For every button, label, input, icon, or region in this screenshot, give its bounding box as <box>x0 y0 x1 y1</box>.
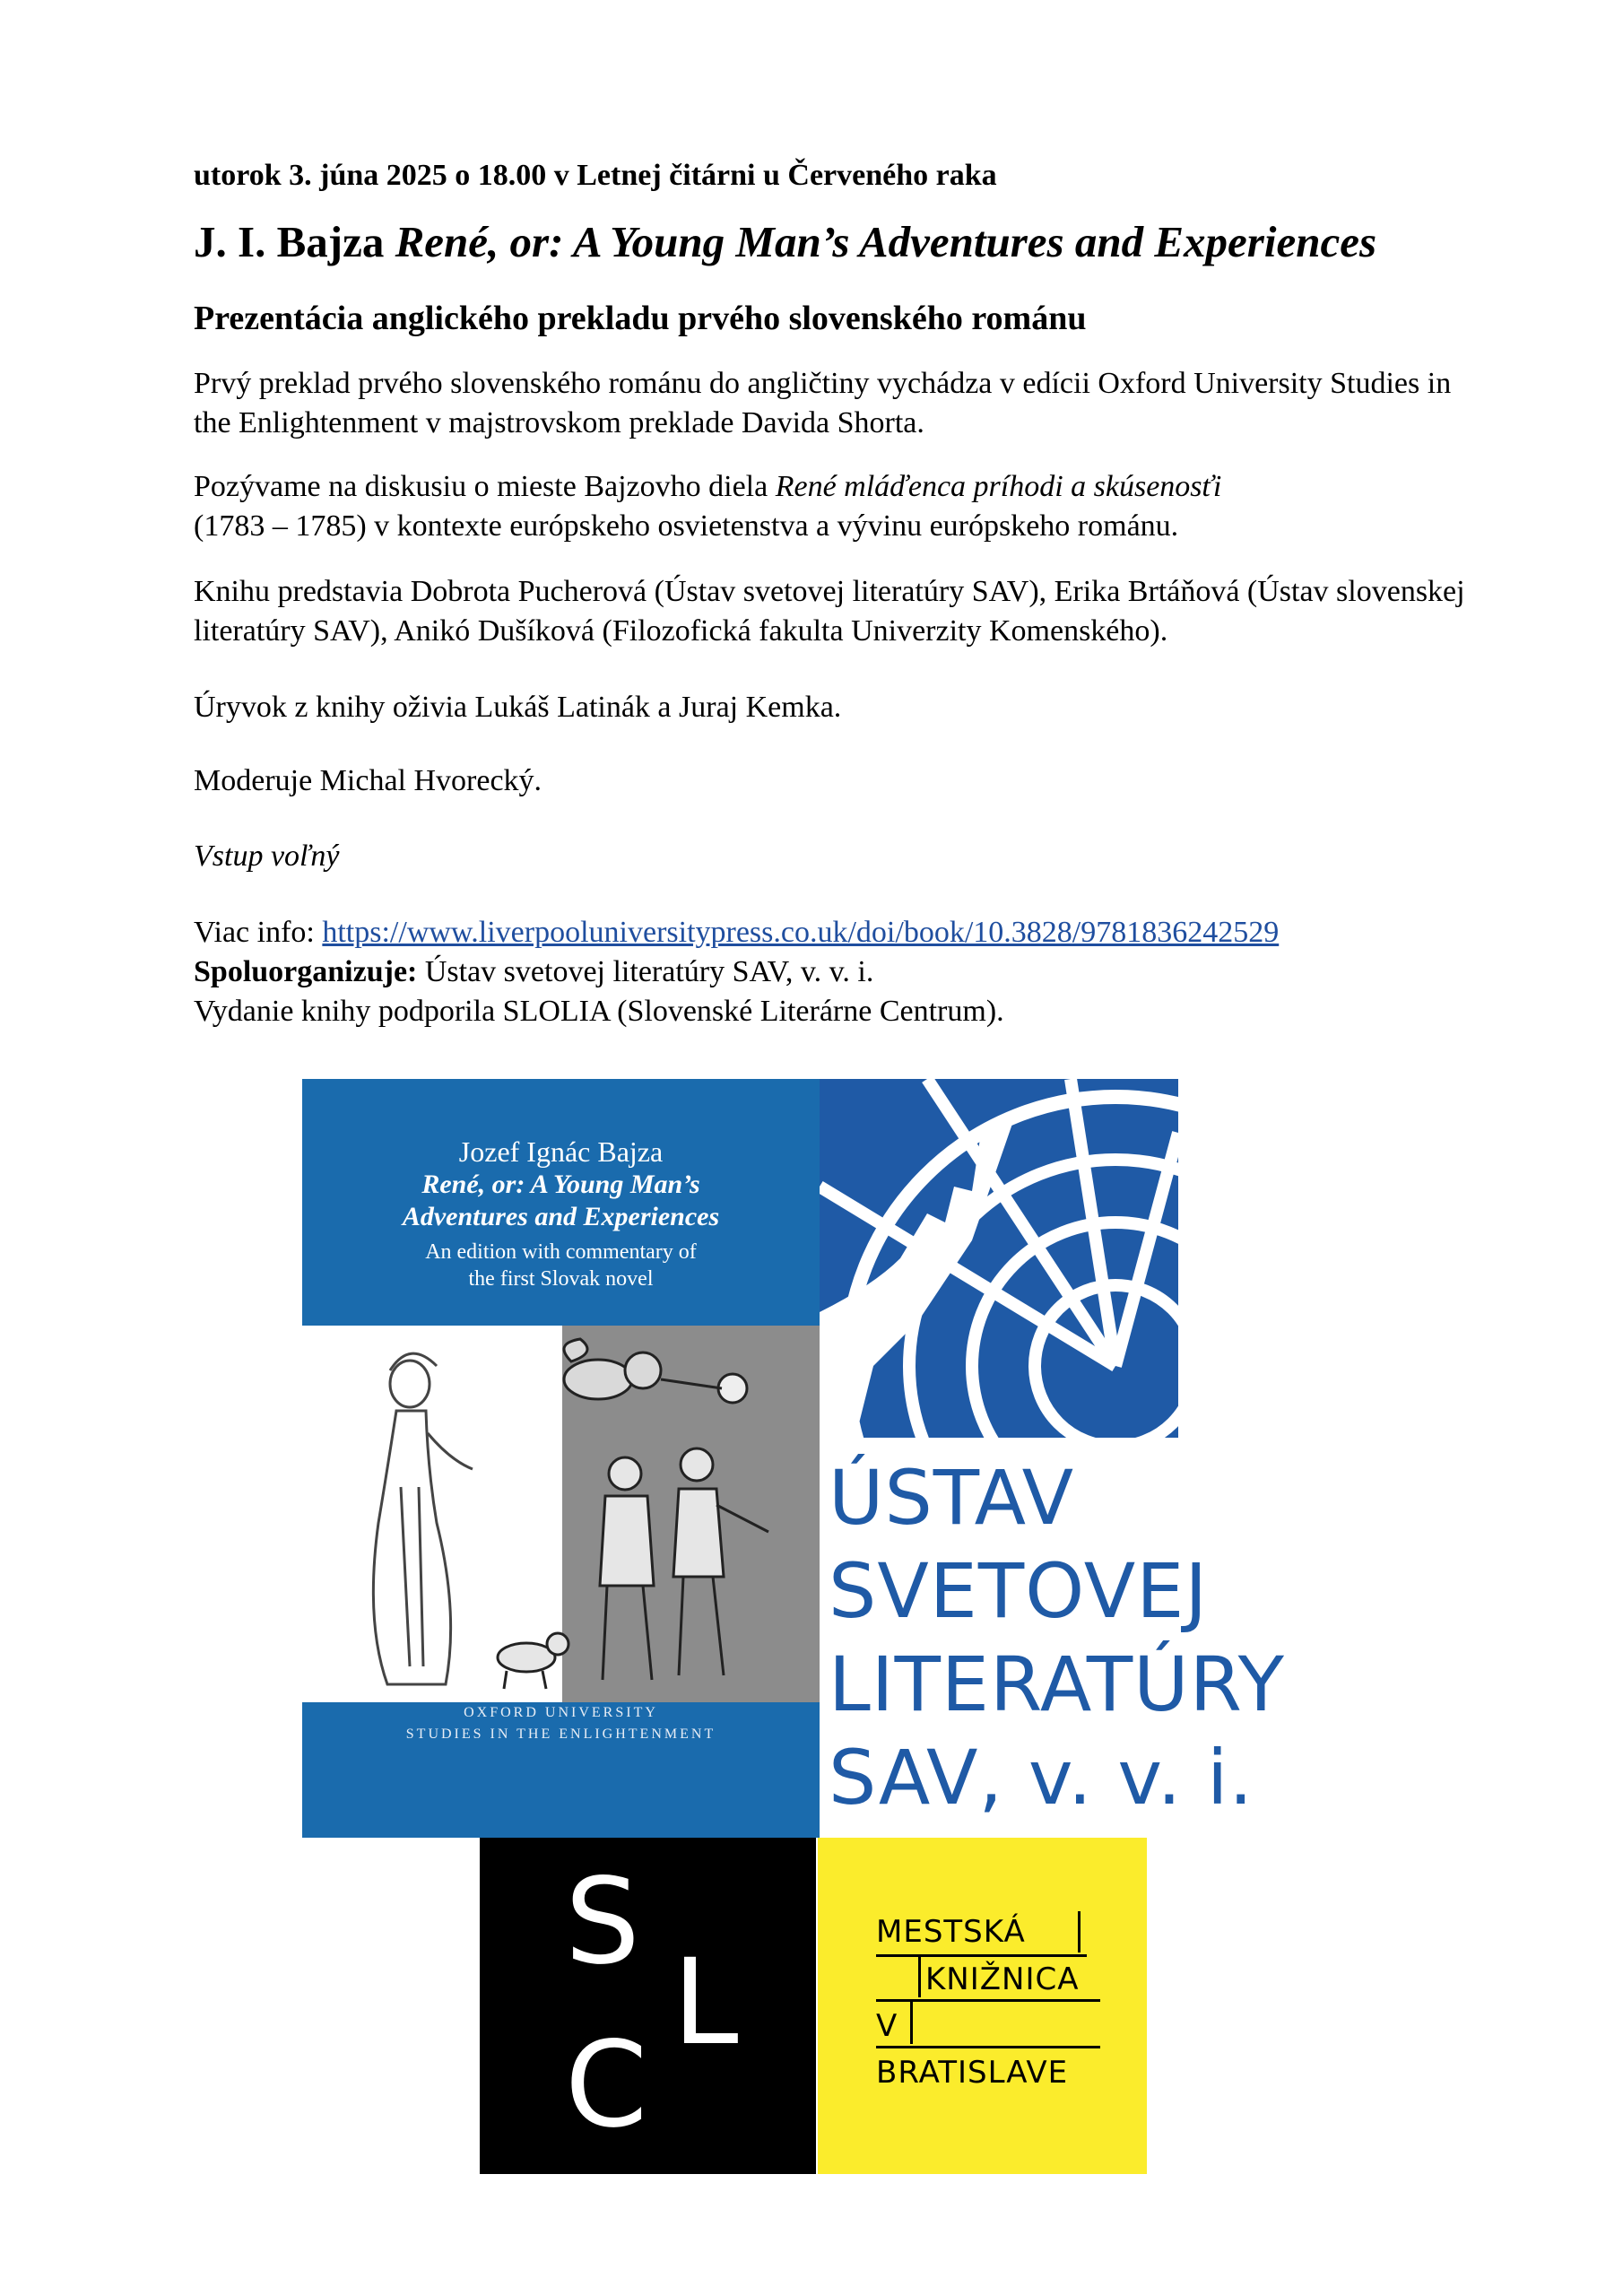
paragraph-presenters: Knihu predstavia Dobrota Pucherová (Ústav svetovej literatúry SAV), Erika Brtáňová (Ústav slovenskej literatúry SAV), Anikó Dušíková (Filozofická fakulta Univerzity Komenského). <box>194 575 1465 648</box>
slc-letter-c: C <box>565 2016 648 2154</box>
slc-logo <box>480 1838 816 2174</box>
mkb-divider <box>876 1954 1087 1957</box>
cover-title-line2: Adventures and Experiences <box>402 1202 720 1231</box>
usl-logo <box>820 1079 1331 1838</box>
usl-line1: ÚSTAV <box>829 1454 1075 1542</box>
mkb-logo <box>818 1838 1147 2174</box>
coorganizer-value: Ústav svetovej literatúry SAV, v. v. i. <box>417 955 874 988</box>
book-cover <box>302 1079 820 1838</box>
cover-text <box>302 1135 820 1292</box>
title-book: René, or: A Young Man’s Adventures and Experiences <box>395 217 1377 266</box>
title-author: J. I. Bajza <box>194 217 395 266</box>
cover-subtitle-line2: the first Slovak novel <box>468 1267 654 1291</box>
slc-letter-s: S <box>565 1853 640 1991</box>
usl-name <box>829 1451 1285 1824</box>
paragraph-discussion <box>194 467 1485 546</box>
mkb-divider <box>876 2046 1100 2048</box>
globe-icon <box>820 1079 1178 1438</box>
usl-line2: SVETOVEJ <box>829 1547 1209 1635</box>
slc-letter-l: L <box>673 1934 739 2072</box>
mkb-word-kniznica: KNIŽNICA <box>925 1961 1080 1997</box>
series-line1: OXFORD UNIVERSITY <box>464 1705 658 1720</box>
series-line2: STUDIES IN THE ENLIGHTENMENT <box>405 1726 716 1742</box>
more-info-line <box>194 913 1539 952</box>
cover-illustration <box>302 1326 820 1838</box>
page-title <box>194 216 1376 267</box>
info-block <box>194 913 1539 1031</box>
mkb-word-v: V <box>876 2008 898 2044</box>
discussion-text: Pozývame na diskusiu o mieste Bajzovho diela <box>194 470 776 503</box>
usl-line4: SAV, v. v. i. <box>829 1734 1254 1822</box>
coorganizer-line <box>194 952 1539 992</box>
event-dateline: utorok 3. júna 2025 o 18.00 v Letnej čitárni u Červeného raka <box>194 159 997 192</box>
discussion-context: (1783 – 1785) v kontexte európskeho osvietenstva a vývinu európskeho románu. <box>194 509 1179 543</box>
cover-title-line1: René, or: A Young Man’s <box>421 1170 700 1199</box>
more-info-label: Viac info: <box>194 916 323 949</box>
cover-author: Jozef Ignác Bajza <box>458 1135 664 1168</box>
paragraph-moderator: Moderuje Michal Hvorecký. <box>194 764 542 797</box>
paragraph-translation: Prvý preklad prvého slovenského románu do angličtiny vychádza v edícii Oxford University Studies in the Enlightenment v majstrovskom preklade Davida Shorta. <box>194 367 1452 439</box>
mkb-divider <box>918 1956 921 1997</box>
original-title: René mláďenca príhodi a skúsenosťi <box>775 470 1222 503</box>
cover-subtitle-line1: An edition with commentary of <box>425 1240 697 1264</box>
entry-free: Vstup voľný <box>194 839 340 873</box>
more-info-link[interactable]: https://www.liverpooluniversitypress.co.uk/doi/book/10.3828/9781836242529 <box>322 916 1280 949</box>
mkb-divider <box>1078 1911 1081 1952</box>
mkb-word-mestska: MESTSKÁ <box>876 1914 1026 1950</box>
cover-series <box>302 1702 820 1745</box>
coorganizer-label: Spoluorganizuje: <box>194 955 418 988</box>
paragraph-reading: Úryvok z knihy oživia Lukáš Latinák a Juraj Kemka. <box>194 691 842 724</box>
usl-line3: LITERATÚRY <box>829 1640 1285 1728</box>
mkb-divider <box>910 2001 913 2044</box>
support-line: Vydanie knihy podporila SLOLIA (Slovenské Literárne Centrum). <box>194 995 1004 1028</box>
mkb-word-bratislave: BRATISLAVE <box>876 2055 1069 2091</box>
page-subtitle: Prezentácia anglického prekladu prvého slovenského románu <box>194 300 1087 337</box>
